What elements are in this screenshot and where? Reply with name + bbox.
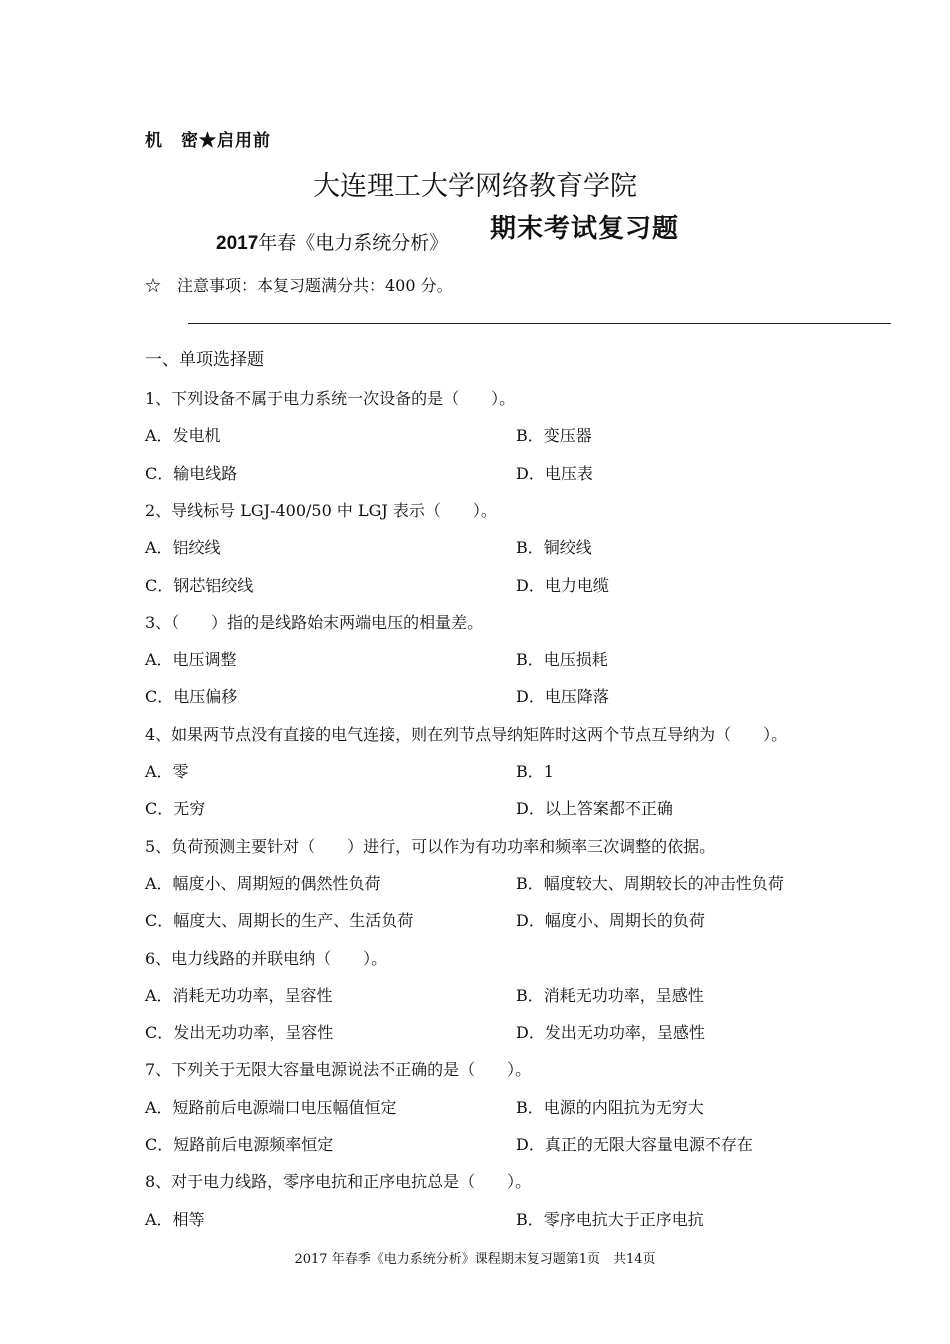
question-stem: 5、负荷预测主要针对（ ）进行，可以作为有功功率和频率三次调整的依据。 bbox=[145, 836, 716, 856]
answer-option: B．电压损耗 bbox=[516, 650, 608, 670]
answer-option: C．短路前后电源频率恒定 bbox=[145, 1135, 334, 1154]
answer-option: A．零 bbox=[145, 762, 189, 781]
divider-line bbox=[188, 323, 891, 324]
answer-option: D．真正的无限大容量电源不存在 bbox=[516, 1135, 753, 1154]
course-title bbox=[216, 228, 448, 255]
answer-option: A．相等 bbox=[145, 1209, 205, 1229]
question-stem: 3、（ ）指的是线路始末两端电压的相量差。 bbox=[145, 612, 484, 632]
answer-option: C．输电线路 bbox=[145, 463, 238, 483]
question-stem: 4、如果两节点没有直接的电气连接，则在列节点导纳矩阵时这两个节点互导纳为（ ）。 bbox=[145, 724, 788, 744]
answer-option: B．铜绞线 bbox=[516, 538, 592, 558]
answer-option: C．无穷 bbox=[145, 799, 206, 819]
answer-option: A．幅度小、周期短的偶然性负荷 bbox=[145, 873, 381, 893]
course-year: 2017 bbox=[216, 233, 259, 254]
answer-option: B．电源的内阻抗为无穷大 bbox=[516, 1097, 704, 1117]
question-stem: 6、电力线路的并联电纳（ ）。 bbox=[145, 948, 388, 968]
answer-option: B．消耗无功功率，呈感性 bbox=[516, 985, 704, 1005]
answer-option: D．幅度小、周期长的负荷 bbox=[516, 911, 705, 931]
answer-option: D．电压表 bbox=[516, 463, 593, 483]
answer-option: C．幅度大、周期长的生产、生活负荷 bbox=[145, 911, 414, 931]
course-name: 年春《电力系统分析》 bbox=[258, 232, 449, 254]
answer-option: C．钢芯铝绞线 bbox=[145, 575, 254, 595]
question-stem: 1、下列设备不属于电力系统一次设备的是（ ）。 bbox=[145, 389, 516, 408]
answer-option: B．1 bbox=[516, 762, 554, 781]
confidential-label: 机 密★启用前 bbox=[145, 131, 271, 151]
answer-option: D．电压降落 bbox=[516, 687, 609, 707]
question-stem: 7、下列关于无限大容量电源说法不正确的是（ ）。 bbox=[145, 1060, 532, 1080]
answer-option: A．短路前后电源端口电压幅值恒定 bbox=[145, 1097, 397, 1117]
answer-option: D．以上答案都不正确 bbox=[516, 799, 673, 819]
answer-option: C．电压偏移 bbox=[145, 687, 238, 707]
school-title: 大连理工大学网络教育学院 bbox=[313, 171, 637, 202]
notice-text: ☆ 注意事项：本复习题满分共：400 分。 bbox=[145, 276, 453, 295]
answer-option: B．变压器 bbox=[516, 426, 592, 446]
answer-option: B．幅度较大、周期较长的冲击性负荷 bbox=[516, 873, 784, 893]
answer-option: A．电压调整 bbox=[145, 650, 237, 670]
question-stem: 8、对于电力线路，零序电抗和正序电抗总是（ ）。 bbox=[145, 1172, 532, 1192]
section-title: 一、单项选择题 bbox=[145, 350, 264, 370]
answer-option: D．电力电缆 bbox=[516, 575, 609, 595]
question-stem: 2、导线标号 LGJ-400/50 中 LGJ 表示（ ）。 bbox=[145, 500, 497, 520]
answer-option: D．发出无功功率，呈感性 bbox=[516, 1023, 705, 1043]
answer-option: C．发出无功功率，呈容性 bbox=[145, 1023, 334, 1043]
answer-option: A．消耗无功功率，呈容性 bbox=[145, 985, 333, 1005]
exam-title: 期末考试复习题 bbox=[490, 214, 680, 244]
page-footer: 2017 年春季《电力系统分析》课程期末复习题第1页 共14页 bbox=[294, 1252, 656, 1267]
answer-option: A．铝绞线 bbox=[145, 538, 221, 558]
answer-option: B．零序电抗大于正序电抗 bbox=[516, 1209, 704, 1229]
answer-option: A．发电机 bbox=[145, 426, 221, 446]
